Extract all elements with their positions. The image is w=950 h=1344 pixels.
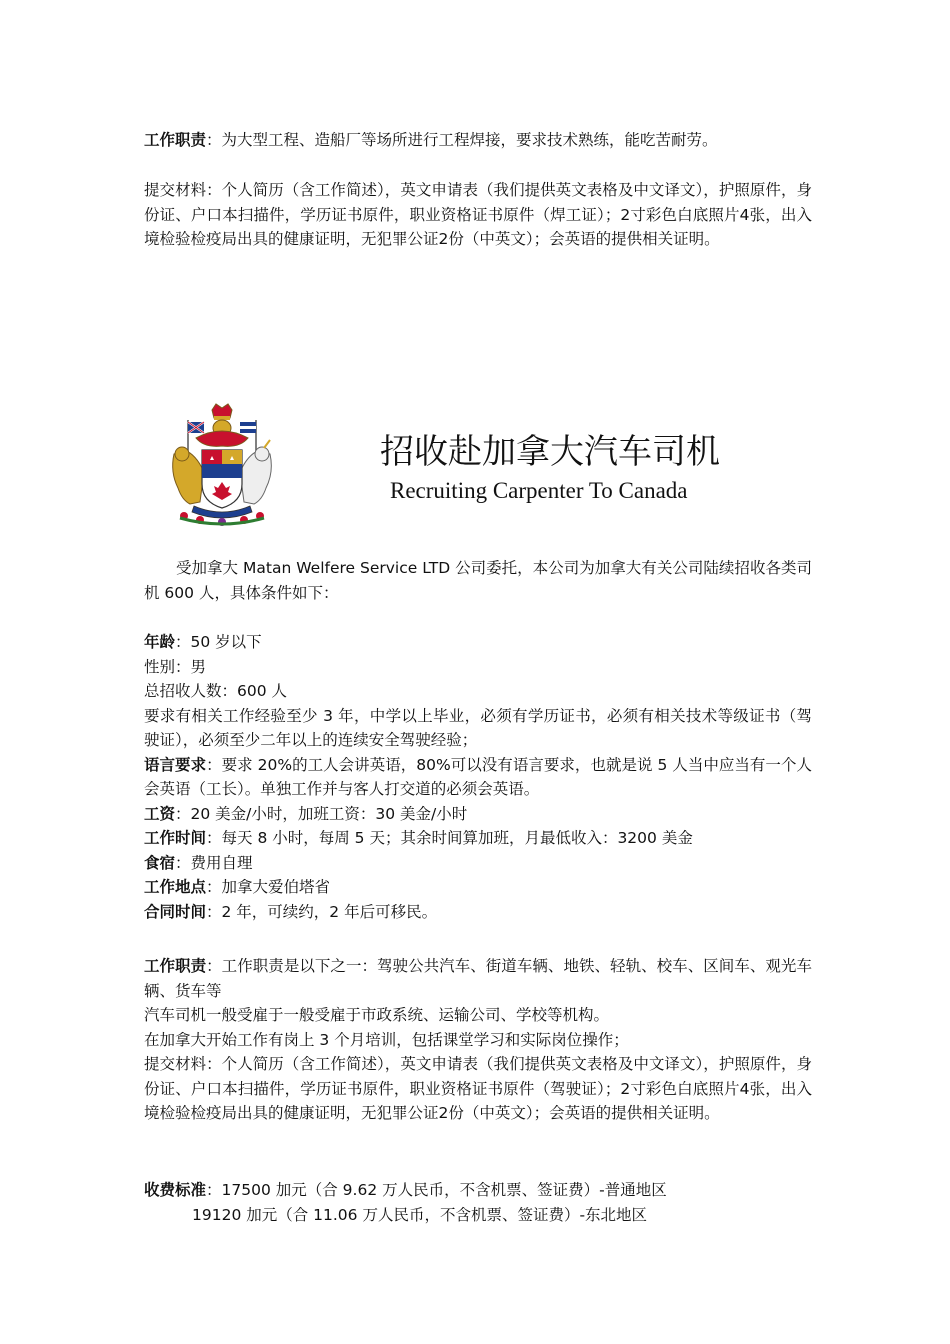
top-materials: 提交材料：个人简历（含工作简述），英文申请表（我们提供英文表格及中文译文），护照原件，身份证、户口本扫描件，学历证书原件，职业资格证书原件（焊工证）；2寸彩色白底照片4张，出入境检验检疫局出具的健康证明，无犯罪公证2份（中英文）；会英语的提供相关证明。	[144, 181, 812, 248]
gender-line: 性别：男	[144, 657, 207, 676]
contract-line	[144, 900, 812, 925]
lodging-label: 食宿	[144, 853, 176, 872]
fees-section	[144, 1178, 812, 1227]
wage-label: 工资	[144, 804, 176, 823]
page-title: 招收赴加拿大汽车司机	[380, 432, 720, 472]
location-line	[144, 875, 812, 900]
duties-text: ：工作职责是以下之一：驾驶公共汽车、街道车辆、地铁、轻轨、校车、区间车、观光车辆、货车等	[144, 957, 812, 1000]
fee-line-2: 19120 加元（合 11.06 万人民币，不含机票、签证费）-东北地区	[192, 1205, 648, 1224]
page-subtitle: Recruiting Carpenter To Canada	[390, 478, 688, 503]
fee-value-1: ：17500 加元（合 9.62 万人民币，不含机票、签证费）-普通地区	[206, 1181, 667, 1199]
duties-section	[144, 954, 812, 1126]
location-value: ：加拿大爱伯塔省	[206, 878, 331, 896]
duties-line	[144, 954, 812, 1003]
experience-line: 要求有相关工作经验至少 3 年，中学以上毕业，必须有学历证书，必须有相关技术等级证书（驾驶证），必须至少二年以上的连续安全驾驶经验；	[144, 706, 812, 749]
duties-materials: 提交材料：个人简历（含工作简述），英文申请表（我们提供英文表格及中文译文），护照原件，身份证、户口本扫描件，学历证书原件，职业资格证书原件（驾驶证）；2寸彩色白底照片4张，出入境检验检疫局出具的健康证明，无犯罪公证2份（中英文）；会英语的提供相关证明。	[144, 1055, 812, 1122]
wage-line	[144, 802, 812, 827]
duties-label: 工作职责	[144, 957, 207, 975]
intro-paragraph: 受加拿大 Matan Welfere Service LTD 公司委托，本公司为加拿大有关公司陆续招收各类司机 600 人，具体条件如下：	[144, 559, 812, 602]
contract-value: ：2 年，可续约，2 年后可移民。	[206, 902, 438, 921]
age-label: 年龄	[144, 633, 176, 651]
lodging-line	[144, 851, 812, 876]
language-label: 语言要求	[144, 755, 207, 774]
total-line: 总招收人数：600 人	[144, 682, 288, 700]
fees-label: 收费标准	[144, 1181, 207, 1199]
fee-line-1	[144, 1178, 812, 1203]
conditions-section	[144, 630, 812, 924]
duties-employer-line: 汽车司机一般受雇于一般受雇于市政系统、运输公司、学校等机构。	[144, 1006, 610, 1024]
language-line	[144, 753, 812, 802]
duties-training-line: 在加拿大开始工作有岗上 3 个月培训，包括课堂学习和实际岗位操作；	[144, 1030, 629, 1049]
age-value: ：50 岁以下	[175, 633, 262, 651]
age-line	[144, 630, 812, 655]
wage-value: ：20 美金/小时，加班工资：30 美金/小时	[175, 804, 468, 823]
top-duty-line	[144, 128, 812, 153]
hours-line	[144, 826, 812, 851]
location-label: 工作地点	[144, 878, 207, 896]
canada-coat-of-arms-icon	[160, 402, 284, 528]
hours-label: 工作时间	[144, 829, 207, 847]
hours-value: ：每天 8 小时，每周 5 天；其余时间算加班，月最低收入：3200 美金	[206, 829, 693, 847]
language-value: ：要求 20%的工人会讲英语，80%可以没有语言要求，也就是说 5 人当中应当有一个人会英语（工长）。单独工作并与客人打交道的必须会英语。	[144, 755, 812, 798]
contract-label: 合同时间	[144, 902, 207, 921]
lodging-value: ：费用自理	[175, 853, 253, 872]
top-duty-text: ：为大型工程、造船厂等场所进行工程焊接，要求技术熟练，能吃苦耐劳。	[206, 131, 718, 149]
top-duty-label: 工作职责	[144, 131, 207, 149]
